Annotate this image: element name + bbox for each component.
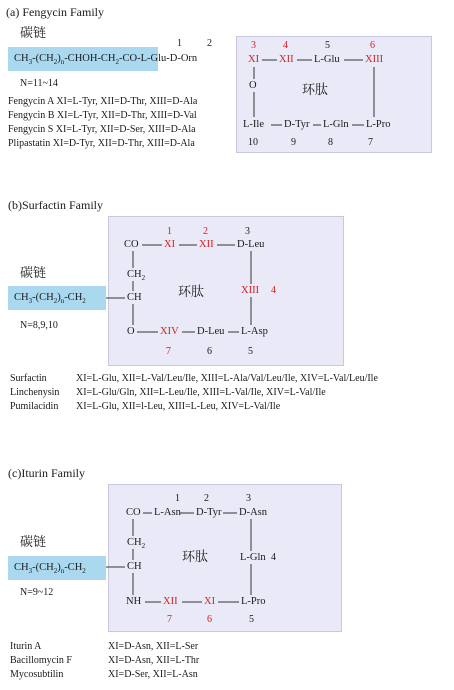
fengycin-node-l-pro: L-Pro xyxy=(366,119,391,130)
iturin-num-7: 7 xyxy=(167,614,172,625)
fengycin-num-6: 6 xyxy=(370,40,375,51)
iturin-node-l-gln: L-Gln xyxy=(240,552,266,563)
surfactin-node-ch2: $CH_2$ xyxy=(127,269,146,283)
fengycin-chain-formula: $CH_3-(CH_2)_n-CHOH-CH_2-CO-L-Glu-D$-Orn xyxy=(14,53,198,67)
mycosubtilin-variant-desc: XI=D-Ser, XII=L-Asn xyxy=(108,669,198,680)
surfactin-num-5: 5 xyxy=(248,346,253,357)
iturin-chain-formula: $CH_3-(CH_2)_n-CH_2$ xyxy=(14,562,86,576)
surfactin-num-4: 4 xyxy=(271,285,276,296)
surfactin-node-o: O xyxy=(127,326,135,337)
surfactin-ring-label: 环肽 xyxy=(178,285,205,300)
surfactin-node-l-asp: L-Asp xyxy=(241,326,268,337)
fengycin-node-l-glu: L-Glu xyxy=(314,54,340,65)
iturin-node-l-asn: L-Asn xyxy=(154,507,181,518)
fengycin-node-xi: XI xyxy=(248,54,260,65)
bacillomycin-f-variant-desc: XI=D-Asn, XII=L-Thr xyxy=(108,655,200,666)
fengycin-num-3: 3 xyxy=(251,40,256,51)
surfactin-node-xii: XII xyxy=(199,239,214,250)
surfactin-chain-label: 碳链 xyxy=(20,266,47,281)
iturin-node-d-tyr: D-Tyr xyxy=(196,507,222,518)
surfactin-chain-formula: $CH_3-(CH_2)_n-CH_2$ xyxy=(14,292,86,306)
iturin-num-1: 1 xyxy=(175,493,180,504)
iturin-node-xii: XII xyxy=(163,596,178,607)
fengycin-node-xiii: XIII xyxy=(365,54,384,65)
surfactin-num-3: 3 xyxy=(245,226,250,237)
fengycin-node-l-ile: L-Ile xyxy=(243,119,264,130)
fengycin-variant-b: Fengycin B XI=L-Tyr, XII=D-Thr, XIII=D-Val xyxy=(8,110,197,121)
iturin-node-xi: XI xyxy=(204,596,216,607)
fengycin-num-7: 7 xyxy=(368,137,373,148)
iturin-n-range: N=9~12 xyxy=(20,587,54,598)
fengycin-num-5: 5 xyxy=(325,40,330,51)
fengycin-num-10: 10 xyxy=(248,137,258,148)
iturin-heading: (c)Iturin Family xyxy=(8,466,85,480)
surfactin-node-xi: XI xyxy=(164,239,176,250)
fengycin-n-range: N=11~14 xyxy=(20,78,58,89)
surfactin-variant-desc: XI=L-Glu, XII=L-Val/Leu/Ile, XIII=L-Ala/Val/Leu/Ile, XIV=L-Val/Leu/Ile xyxy=(76,373,378,384)
fengycin-num-8: 8 xyxy=(328,137,333,148)
surfactin-node-ch: CH xyxy=(127,292,142,303)
iturin-num-3: 3 xyxy=(246,493,251,504)
surfactin-node-d-leu-top: D-Leu xyxy=(237,239,265,250)
surfactin-node-co: CO xyxy=(124,239,139,250)
fengycin-node-d-tyr: D-Tyr xyxy=(284,119,310,130)
mycosubtilin-variant-name: Mycosubtilin xyxy=(10,669,64,680)
iturin-num-2: 2 xyxy=(204,493,209,504)
iturin-ring-label: 环肽 xyxy=(182,550,209,565)
fengycin-num-2: 2 xyxy=(207,38,212,49)
iturin-node-ch2: $CH_2$ xyxy=(127,537,146,551)
surfactin-node-xiv: XIV xyxy=(160,326,179,337)
iturin-chain-label: 碳链 xyxy=(20,535,47,550)
fengycin-ring-label: 环肽 xyxy=(302,83,329,98)
surfactin-num-1: 1 xyxy=(167,226,172,237)
pumilacidin-variant-name: Pumilacidin xyxy=(10,401,59,412)
plipastatin-variant: Plipastatin XI=D-Tyr, XII=D-Thr, XIII=D-Ala xyxy=(8,138,195,149)
fengycin-node-l-gln: L-Gln xyxy=(323,119,349,130)
iturin-num-5: 5 xyxy=(249,614,254,625)
iturin-node-nh: NH xyxy=(126,596,142,607)
iturin-node-co: CO xyxy=(126,507,141,518)
fengycin-node-xii: XII xyxy=(279,54,294,65)
iturin-node-l-pro: L-Pro xyxy=(241,596,266,607)
linchenysin-variant-desc: XI=L-Glu/Gln, XII=L-Leu/Ile, XIII=L-Val/Ile, XIV=L-Val/Ile xyxy=(76,387,326,398)
surfactin-num-6: 6 xyxy=(207,346,212,357)
fengycin-num-9: 9 xyxy=(291,137,296,148)
fengycin-num-1: 1 xyxy=(177,38,182,49)
fengycin-heading: (a) Fengycin Family xyxy=(6,5,104,19)
surfactin-node-xiii: XIII xyxy=(241,285,260,296)
surfactin-node-d-leu-bottom: D-Leu xyxy=(197,326,225,337)
fengycin-chain-label: 碳链 xyxy=(20,26,47,41)
iturin-num-4: 4 xyxy=(271,552,276,563)
iturin-node-ch: CH xyxy=(127,561,142,572)
fengycin-num-4: 4 xyxy=(283,40,288,51)
fengycin-node-o: O xyxy=(249,80,257,91)
surfactin-num-2: 2 xyxy=(203,226,208,237)
pumilacidin-variant-desc: XI=L-Glu, XII=l-Leu, XIII=L-Leu, XIV=L-Val/Ile xyxy=(76,401,281,412)
surfactin-num-7: 7 xyxy=(166,346,171,357)
surfactin-n-range: N=8,9,10 xyxy=(20,320,58,331)
iturin-node-d-asn: D-Asn xyxy=(239,507,267,518)
fengycin-variant-a: Fengycin A XI=L-Tyr, XII=D-Thr, XIII=D-Ala xyxy=(8,96,198,107)
fengycin-variant-s: Fengycin S XI=L-Tyr, XII=D-Ser, XIII=D-Ala xyxy=(8,124,196,135)
iturin-a-variant-name: Iturin A xyxy=(10,641,42,652)
bacillomycin-f-variant-name: Bacillomycin F xyxy=(10,655,72,666)
surfactin-variant-name: Surfactin xyxy=(10,373,47,384)
iturin-num-6: 6 xyxy=(207,614,212,625)
surfactin-heading: (b)Surfactin Family xyxy=(8,198,103,212)
linchenysin-variant-name: Linchenysin xyxy=(10,387,60,398)
iturin-a-variant-desc: XI=D-Asn, XII=L-Ser xyxy=(108,641,199,652)
